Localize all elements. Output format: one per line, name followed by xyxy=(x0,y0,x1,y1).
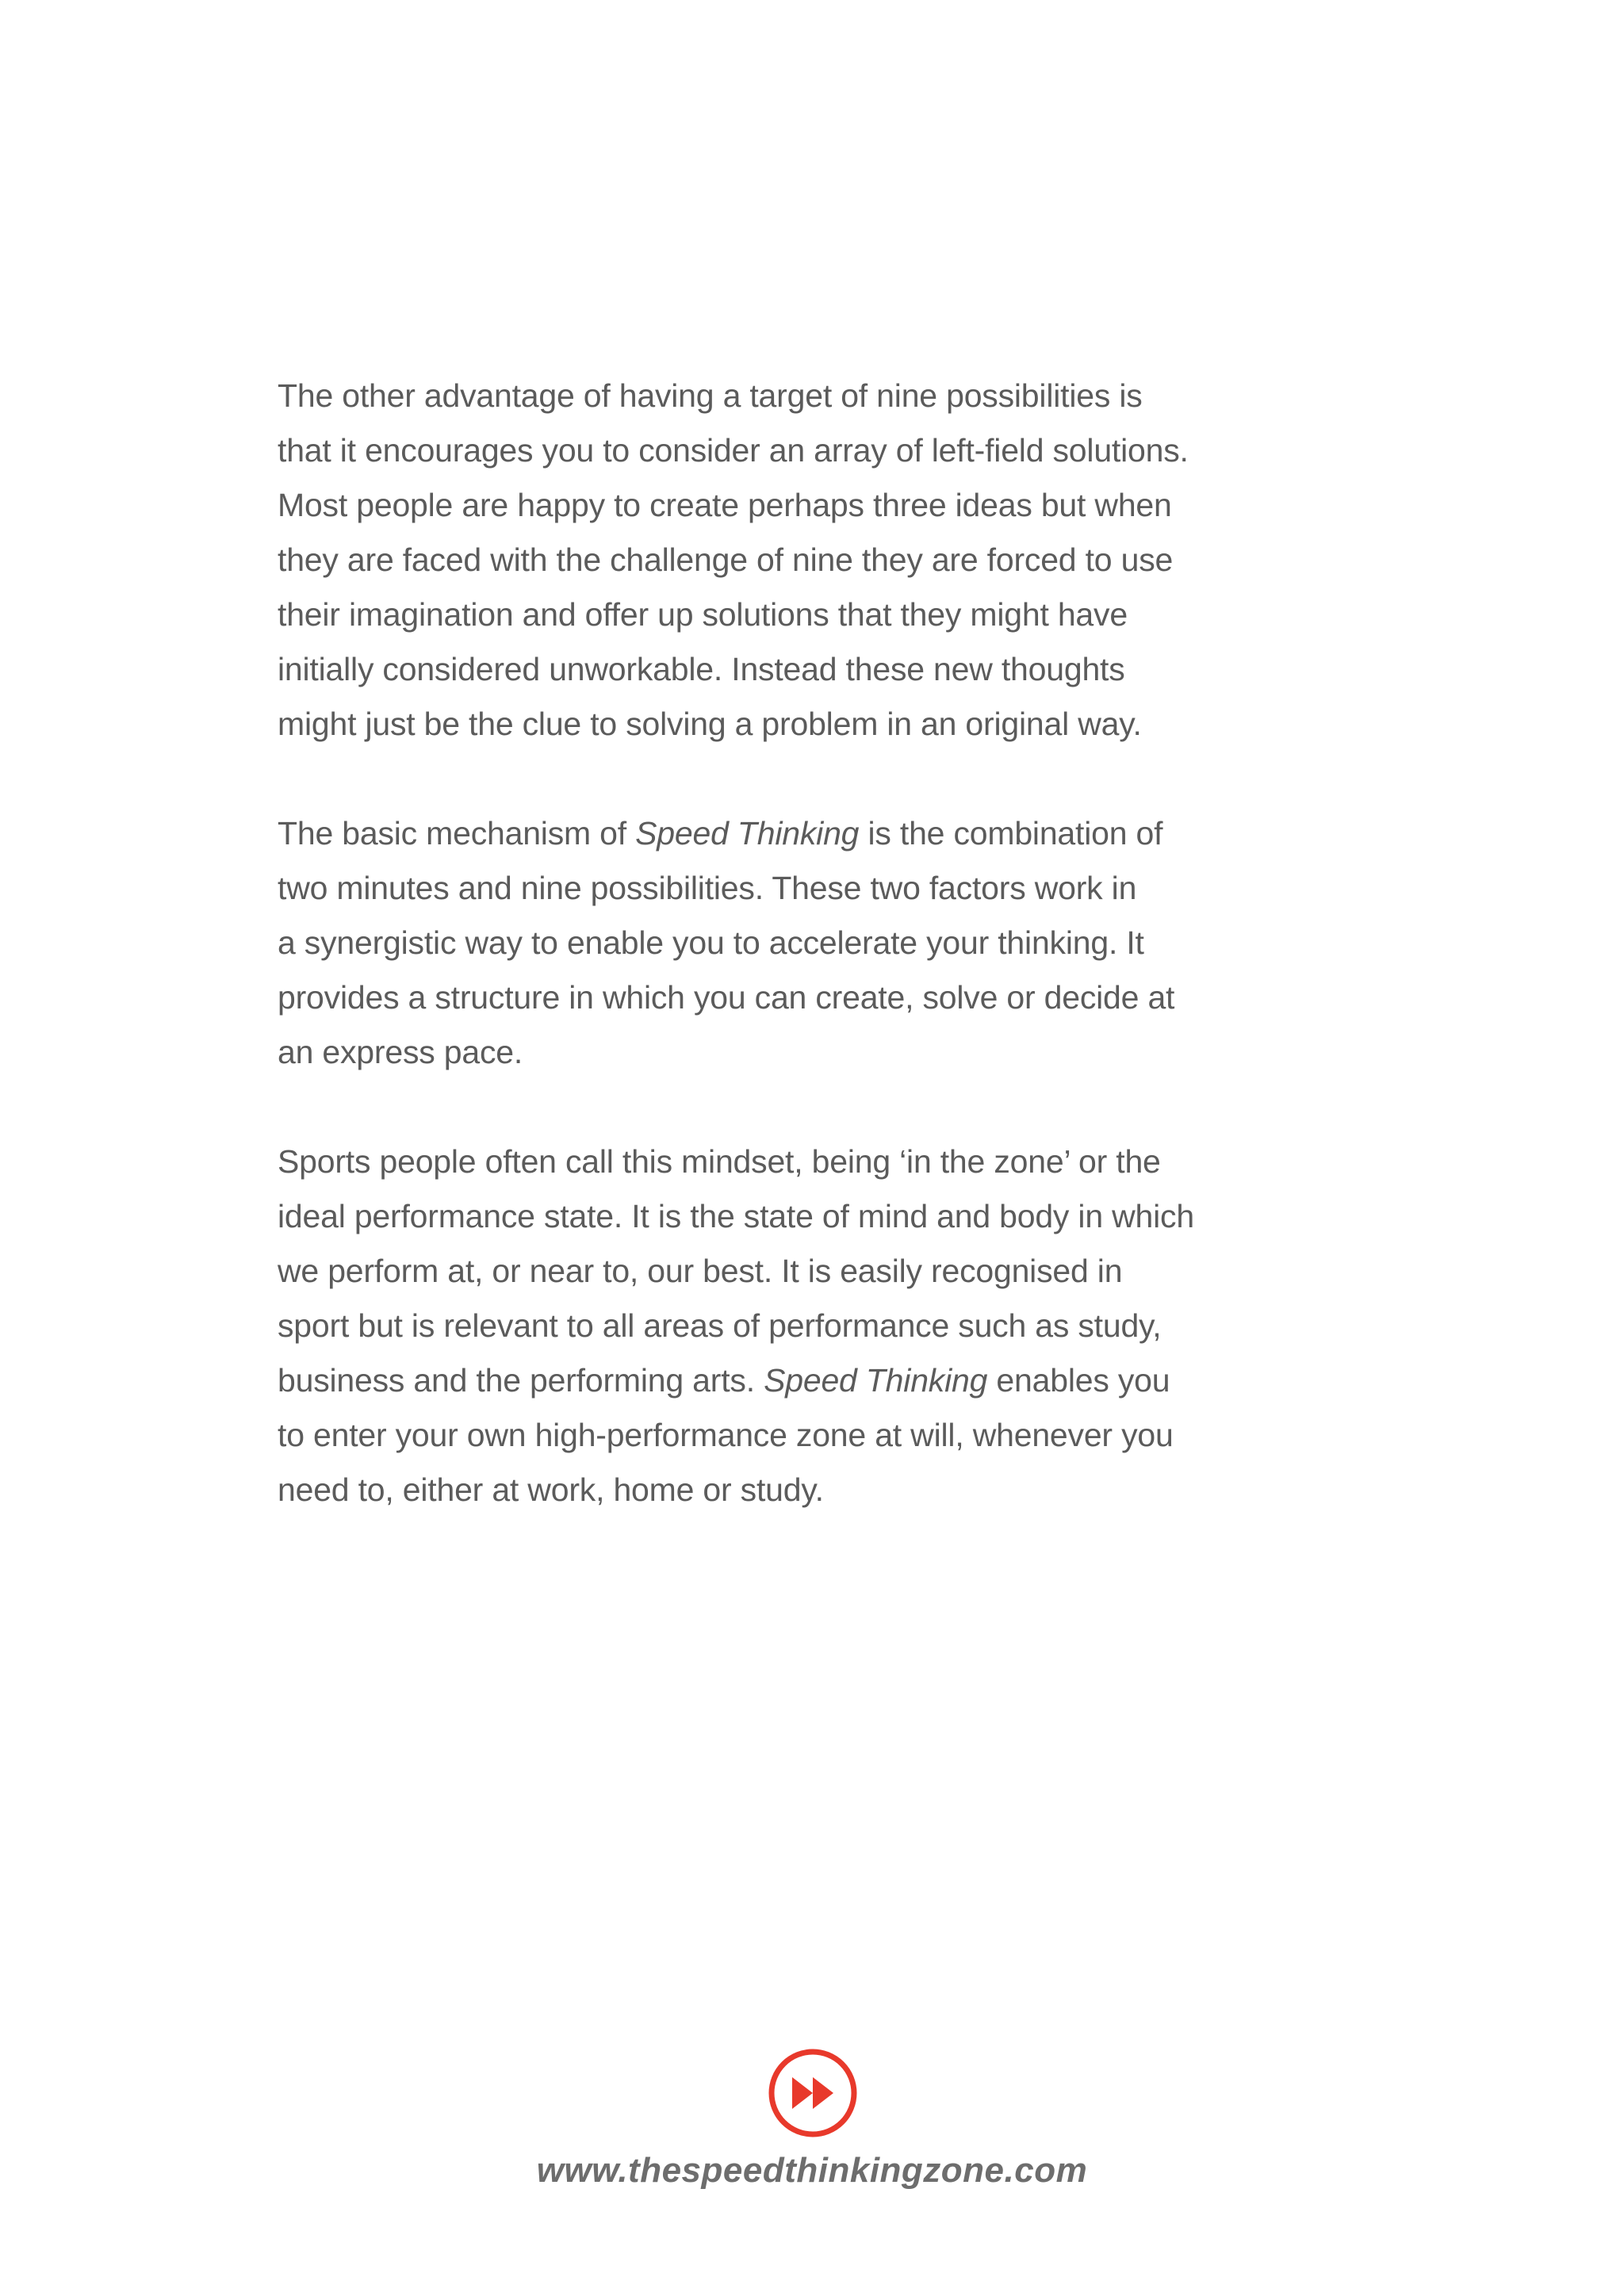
body-text xyxy=(278,369,1340,1572)
text-line: to enter your own high-performance zone at will, whenever you xyxy=(278,1417,1174,1453)
text-line: The other advantage of having a target of nine possibilities is xyxy=(278,377,1143,414)
text-line: business and the performing arts. Speed Thinking enables you xyxy=(278,1362,1170,1399)
text-line: an express pace. xyxy=(278,1034,523,1070)
text-line: need to, either at work, home or study. xyxy=(278,1471,824,1508)
text-line: a synergistic way to enable you to accelerate your thinking. It xyxy=(278,924,1144,961)
text-line: Most people are happy to create perhaps three ideas but when xyxy=(278,487,1172,523)
text-line: sport but is relevant to all areas of performance such as study, xyxy=(278,1307,1162,1344)
text-line: Sports people often call this mindset, being ‘in the zone’ or the xyxy=(278,1143,1161,1180)
text-line: initially considered unworkable. Instead these new thoughts xyxy=(278,651,1125,687)
text-line: they are faced with the challenge of nine they are forced to use xyxy=(278,541,1174,578)
text-line: might just be the clue to solving a problem in an original way. xyxy=(278,706,1142,742)
text-line: we perform at, or near to, our best. It is easily recognised in xyxy=(278,1253,1123,1289)
text-line: that it encourages you to consider an array of left-field solutions. xyxy=(278,432,1189,469)
fast-forward-icon xyxy=(767,2047,859,2139)
paragraph-2 xyxy=(278,806,1340,1080)
book-title-emphasis: Speed Thinking xyxy=(635,815,860,851)
text-line: The basic mechanism of Speed Thinking is the combination of xyxy=(278,815,1163,851)
book-title-emphasis: Speed Thinking xyxy=(764,1362,988,1399)
text-line: ideal performance state. It is the state of mind and body in which xyxy=(278,1198,1194,1234)
paragraph-3 xyxy=(278,1135,1340,1517)
paragraph-1 xyxy=(278,369,1340,752)
text-line: two minutes and nine possibilities. These two factors work in xyxy=(278,870,1137,906)
text-line: provides a structure in which you can create, solve or decide at xyxy=(278,979,1175,1016)
website-url[interactable]: www.thespeedthinkingzone.com xyxy=(536,2151,1088,2190)
text-line: their imagination and offer up solutions that they might have xyxy=(278,596,1128,633)
